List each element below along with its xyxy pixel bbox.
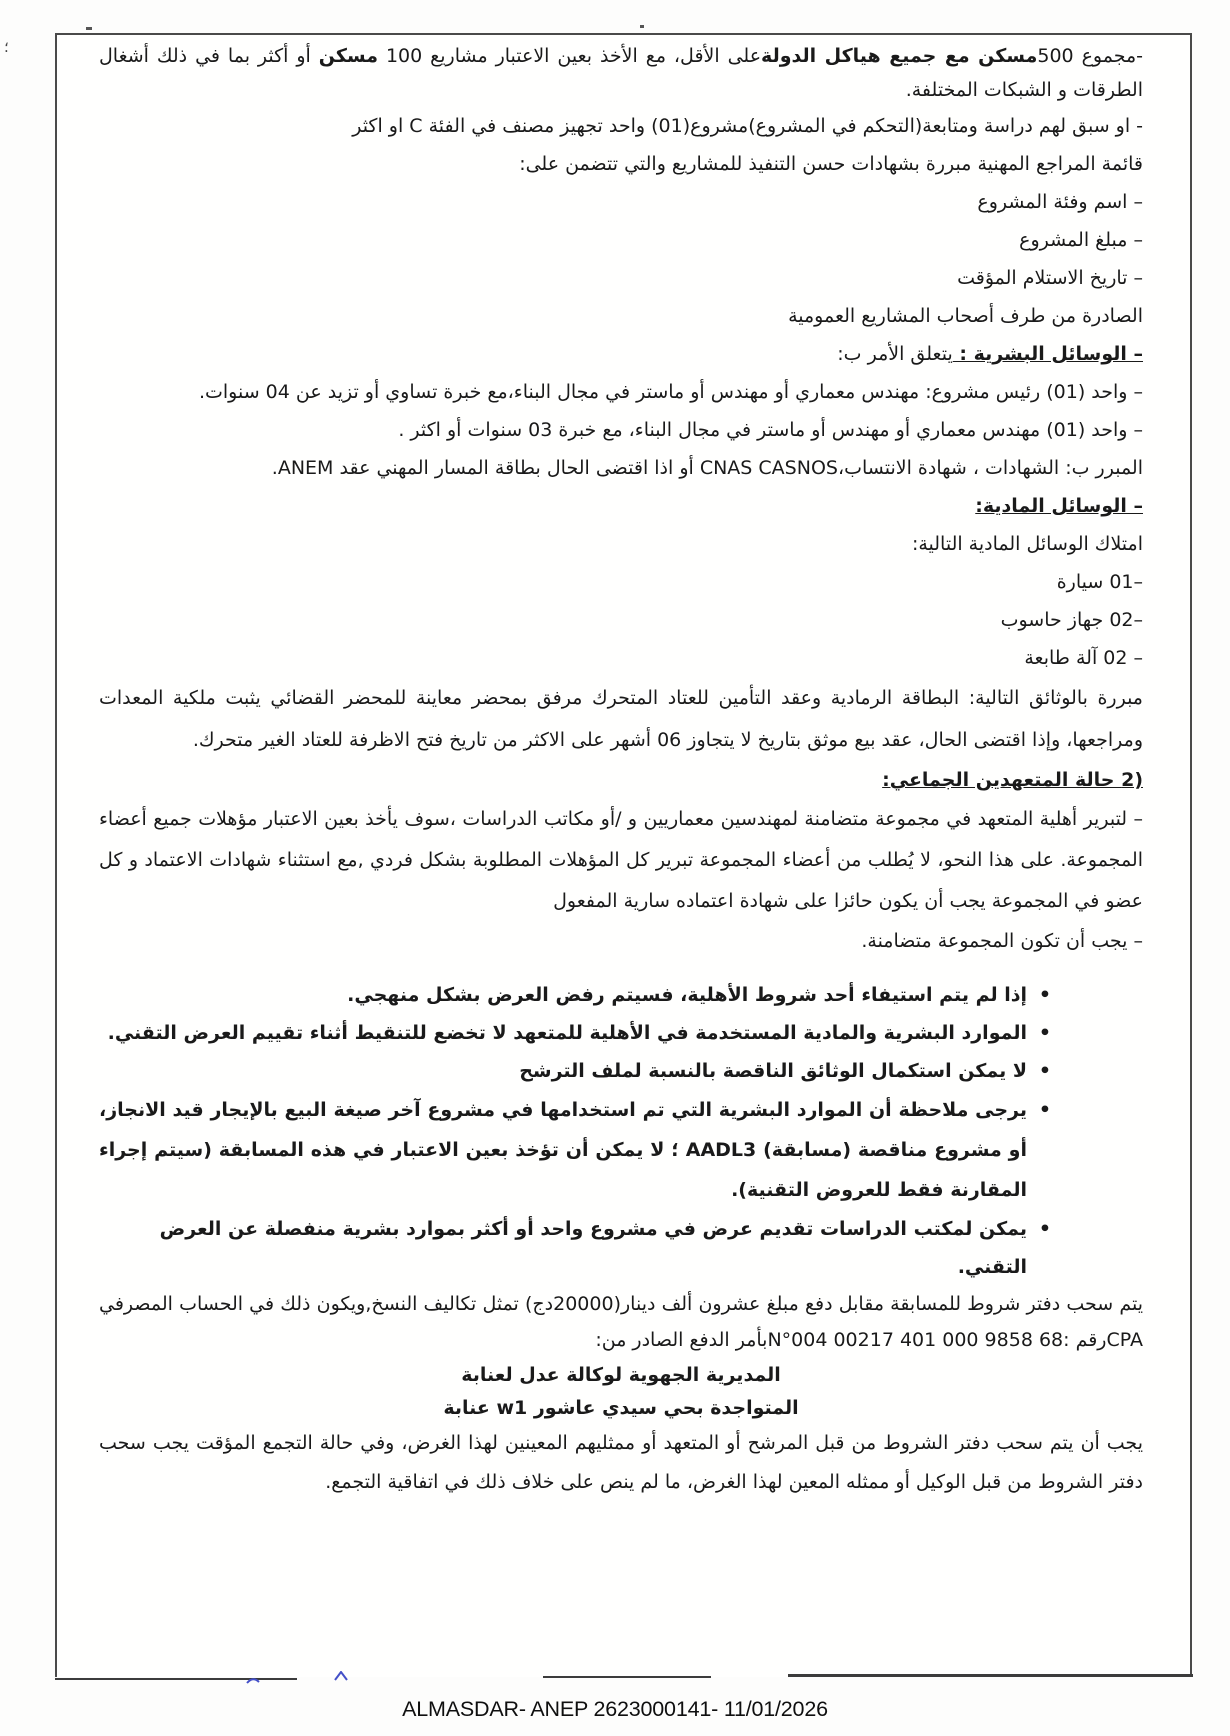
text-segment: . [271, 457, 278, 479]
text-segment: AADL3 [685, 1139, 757, 1161]
text-segment: يتعلق الأمر ب: [837, 343, 953, 365]
bullet-item [99, 976, 1051, 1014]
heading-material-resources: – الوسائل المادية: [975, 495, 1143, 517]
reference-item-project-amount: – مبلغ المشروع [1019, 229, 1143, 251]
paragraph-directorate-address: المتواجدة بحي سيدي عاشور w1 عنابة [443, 1397, 799, 1419]
paragraph-professional-references: قائمة المراجع المهنية مبررة بشهادات حسن التنفيذ للمشاريع والتي تتضمن على: [519, 153, 1143, 175]
text-segment: أو أكثر بما في ذلك أشغال الطرقات و الشبكات المختلفة. [99, 45, 1143, 101]
bottom-border-segment [55, 1678, 297, 1680]
paragraph-justified-by [99, 449, 1143, 487]
paragraph-engineer: – واحد (01) مهندس معماري أو مهندس أو ماستر في مجال البناء، مع خبرة 03 سنوات أو اكثر . [398, 419, 1143, 441]
paragraph-withdrawal-conditions: يجب أن يتم سحب دفتر الشروط من قبل المرشح أو المتعهد أو ممثليهم المعينين لهذا الغرض، وفي حالة التجمع المؤقت يجب سحب دفتر الشروط من قبل الوكيل أو ممثله المعين لهذا الغرض، ما لم ينص على خلاف ذلك في اتفاقية التجمع. [99, 1432, 1143, 1493]
pen-scribble-icon [246, 1669, 260, 1688]
heading-human-resources [99, 335, 1143, 373]
text-segment: CPA [1106, 1329, 1143, 1351]
text-segment: 2) [1121, 769, 1143, 791]
bottom-border-segment [543, 1676, 711, 1678]
bullet-dot: • [1038, 1099, 1051, 1121]
text-segment: يرجى ملاحظة أن الموارد البشرية التي تم استخدامها في مشروع آخر صيغة البيع بالإيجار قيد الانجاز، أو مشروع مناقصة (مسابقة) [99, 1099, 1027, 1161]
bullet-dot: • [1038, 1218, 1051, 1240]
text-segment: المبرر ب: الشهادات ، شهادة الانتساب، [837, 457, 1143, 479]
text-segment: بأمر الدفع الصادر من: [595, 1329, 768, 1351]
document-body [99, 39, 1143, 1502]
bullet-dot: • [1038, 1060, 1051, 1082]
bullet-text-resources-not-scored: الموارد البشرية والمادية المستخدمة في الأهلية للمتعهد لا تخضع للتنقيط أثناء تقييم العرض التقني. [107, 1022, 1027, 1044]
paragraph-fees-bank-account [99, 1286, 1143, 1358]
bottom-border-segment [788, 1674, 1193, 1677]
bullet-text-eligibility-rejection: إذا لم يتم استيفاء أحد شروط الأهلية، فسيتم رفض العرض بشكل منهجي. [347, 984, 1027, 1006]
paragraph-own-material: امتلاك الوسائل المادية التالية: [911, 533, 1143, 555]
bullet-text-aadl3-note [99, 1090, 1027, 1210]
scan-speck [86, 27, 92, 30]
text-segment: CNAS CASNOS [699, 457, 838, 479]
heading-group-bidders [99, 761, 1143, 799]
paragraph-group-eligibility: – لتبرير أهلية المتعهد في مجموعة متضامنة لمهندسين معماريين و /أو مكاتب الدراسات ،سوف يأخذ بعين الاعتبار مؤهلات جميع أعضاء المجموعة. على هذا النحو، لا يُطلب من أعضاء المجموعة تبرير كل المؤهلات المطلوبة بشكل فردي ,مع استثناء شهادات الاعتماد و كل عضو في المجموعة يجب أن يكون حائزا على شهادة اعتماده سارية المفعول [99, 808, 1143, 912]
text-segment: على الأقل، مع الأخذ بعين الاعتبار مشاريع 100 [378, 45, 762, 67]
text-segment: ؛ لا يمكن أن تؤخذ بعين الاعتبار في هذه المسابقة (سيتم إجراء المقارنة فقط للعروض التقنية). [99, 1139, 1027, 1201]
text-segment: مسكن مع جميع هياكل الدولة [761, 45, 1038, 67]
anep-footer: ALMASDAR- ANEP 2623000141- 11/01/2026 [402, 1697, 828, 1721]
bullet-item [99, 1014, 1051, 1052]
text-segment: حالة المتعهدين الجماعي: [882, 769, 1122, 791]
text-segment: ANEM [277, 457, 334, 479]
bullet-text-missing-documents: لا يمكن استكمال الوثائق الناقصة بالنسبة لملف الترشح [519, 1060, 1027, 1082]
bullet-item [99, 1210, 1051, 1286]
paragraph-issued-by: الصادرة من طرف أصحاب المشاريع العمومية [788, 305, 1143, 327]
pen-caret-icon [334, 1666, 348, 1685]
bullet-item [99, 1052, 1051, 1090]
paragraph-regional-directorate: المديرية الجهوية لوكالة عدل لعنابة [461, 1364, 781, 1386]
text-segment: – الوسائل البشرية : [952, 343, 1143, 365]
material-item-printer: – 02 آلة طابعة [1024, 647, 1143, 669]
material-item-car: –01 سيارة [1056, 571, 1143, 593]
paragraph-project-chief: – واحد (01) رئيس مشروع: مهندس معماري أو مهندس أو ماستر في مجال البناء،مع خبرة تساوي أو تزيد عن 04 سنوات. [198, 381, 1143, 403]
bullet-text-studies-office-offers: يمكن لمكتب الدراسات تقديم عرض في مشروع واحد أو أكثر بموارد بشرية منفصلة عن العرض التقني. [159, 1218, 1027, 1278]
paragraph-group-solidarity: – يجب أن تكون المجموعة متضامنة. [861, 930, 1143, 952]
text-segment: أو اذا اقتضى الحال بطاقة المسار المهني عقد [333, 457, 700, 479]
scan-margin-mark: ؛ [4, 38, 9, 56]
paragraph-material-documents: مبررة بالوثائق التالية: البطاقة الرمادية وعقد التأمين للعتاد المتحرك مرفق بمحضر معاينة للمحضر القضائي يثبت ملكية المعدات ومراجعها، وإذا اقتضى الحال، عقد بيع موثق بتاريخ لا يتجاوز 06 أشهر على الاكثر من تاريخ فتح الاظرفة للعتاد الغير متحرك. [99, 687, 1143, 751]
text-segment: رقم : [1063, 1329, 1107, 1351]
bullet-item [99, 1090, 1051, 1210]
text-segment: -مجموع 500 [1037, 45, 1144, 67]
paragraph-total-housing [99, 39, 1143, 107]
reference-item-project-name: – اسم وفئة المشروع [977, 191, 1143, 213]
bullet-dot: • [1038, 984, 1051, 1006]
bullet-list [99, 976, 1143, 1286]
paragraph-prior-study: - او سبق لهم دراسة ومتابعة(التحكم في المشروع)مشروع(01) واحد تجهيز مصنف في الفئة C او اكثر [352, 115, 1143, 137]
scan-speck [640, 25, 644, 28]
text-segment: يتم سحب دفتر شروط للمسابقة مقابل دفع مبلغ عشرون ألف دينار(20000دج) تمثل تكاليف النسخ,ويكون ذلك في الحساب المصرفي [99, 1293, 1143, 1315]
material-item-computer: –02 جهاز حاسوب [1000, 609, 1143, 631]
text-segment: N°004 00217 401 000 9858 68 [767, 1329, 1064, 1351]
text-segment: مسكن [318, 45, 379, 67]
reference-item-provisional-receipt: – تاريخ الاستلام المؤقت [957, 267, 1143, 289]
bullet-dot: • [1038, 1022, 1051, 1044]
